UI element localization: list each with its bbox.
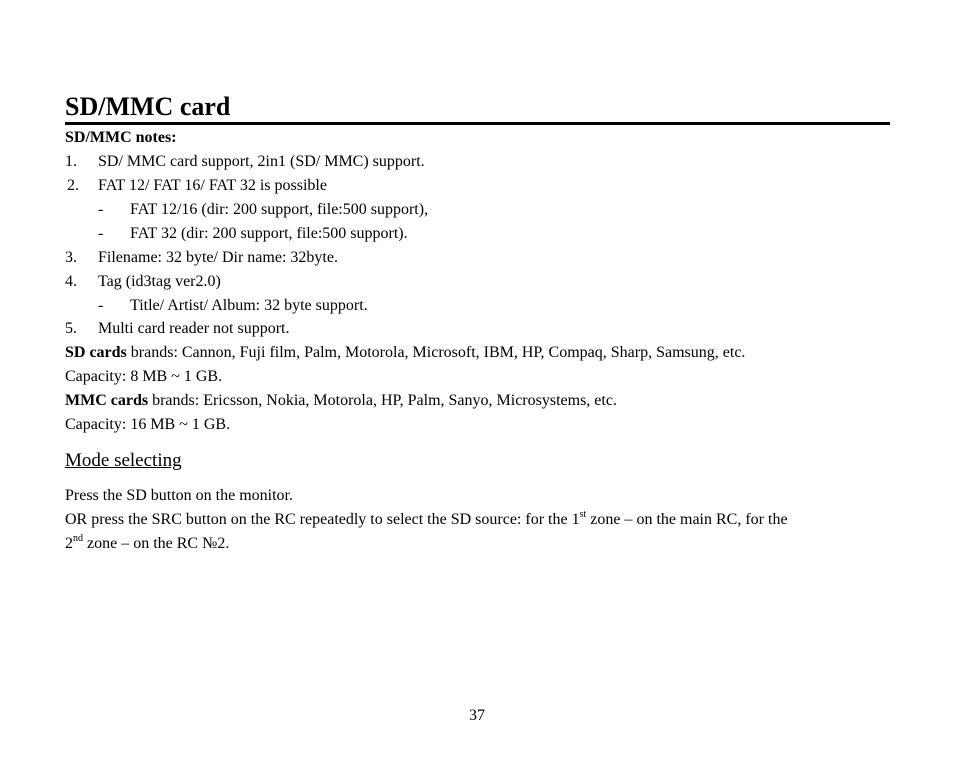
page-title: SD/MMC card bbox=[65, 92, 231, 121]
sub-list-text: Title/ Artist/ Album: 32 byte support. bbox=[130, 297, 368, 314]
mode-selecting-heading: Mode selecting bbox=[65, 450, 182, 471]
list-item-number: 2. bbox=[67, 177, 79, 194]
sd-brands-line bbox=[65, 342, 745, 364]
list-item-number: 1. bbox=[65, 153, 77, 170]
notes-heading-text: SD/MMC notes: bbox=[65, 129, 177, 146]
list-item bbox=[65, 318, 890, 340]
list-item-text: Filename: 32 byte/ Dir name: 32byte. bbox=[98, 249, 338, 266]
list-item-number: 3. bbox=[65, 249, 77, 266]
mode-line-1: Press the SD button on the monitor. bbox=[65, 487, 293, 504]
sub-list-dash: - bbox=[98, 201, 104, 218]
list-item-text: FAT 12/ FAT 16/ FAT 32 is possible bbox=[98, 177, 327, 194]
list-item-text: Multi card reader not support. bbox=[98, 320, 290, 337]
list-item bbox=[65, 151, 890, 173]
mode-line-3-start: 2 bbox=[65, 535, 73, 552]
list-item bbox=[65, 175, 890, 197]
mmc-capacity: Capacity: 16 MB ~ 1 GB. bbox=[65, 416, 231, 433]
list-item-number: 5. bbox=[65, 320, 77, 337]
title-rule bbox=[65, 122, 890, 125]
mode-line-2-start: OR press the SRC button on the RC repeatedly to select the SD source: for the 1 bbox=[65, 511, 580, 528]
sub-list-dash: - bbox=[98, 297, 104, 314]
list-item-text: SD/ MMC card support, 2in1 (SD/ MMC) support. bbox=[98, 153, 425, 170]
mmc-brands-line bbox=[65, 390, 617, 412]
mode-line-3 bbox=[65, 533, 229, 555]
mmc-cards-label: MMC cards bbox=[65, 392, 149, 409]
mode-line-2 bbox=[65, 509, 788, 531]
sd-cards-label: SD cards bbox=[65, 344, 127, 361]
list-item-number: 4. bbox=[65, 273, 77, 290]
ordinal-st: st bbox=[579, 509, 587, 520]
mode-line-3-end: zone – on the RC №2. bbox=[83, 535, 230, 552]
ordinal-nd: nd bbox=[73, 533, 83, 544]
page-number: 37 bbox=[469, 707, 485, 724]
sub-list-text: FAT 12/16 (dir: 200 support, file:500 support), bbox=[130, 201, 429, 218]
list-item bbox=[65, 247, 890, 269]
sub-list-dash: - bbox=[98, 225, 104, 242]
sd-brands-text: brands: Cannon, Fuji film, Palm, Motorola, Microsoft, IBM, HP, Compaq, Sharp, Samsung, etc. bbox=[126, 344, 746, 361]
mode-line-2-end: zone – on the main RC, for the bbox=[586, 511, 788, 528]
list-item-text: Tag (id3tag ver2.0) bbox=[98, 273, 221, 290]
list-item bbox=[65, 271, 890, 293]
sub-list-text: FAT 32 (dir: 200 support, file:500 support). bbox=[130, 225, 408, 242]
sub-list-item bbox=[65, 199, 890, 221]
notes-heading bbox=[65, 127, 177, 149]
sub-list-item bbox=[65, 295, 890, 317]
sd-capacity: Capacity: 8 MB ~ 1 GB. bbox=[65, 368, 223, 385]
mmc-brands-text: brands: Ericsson, Nokia, Motorola, HP, Palm, Sanyo, Microsystems, etc. bbox=[148, 392, 617, 409]
sub-list-item bbox=[65, 223, 890, 245]
